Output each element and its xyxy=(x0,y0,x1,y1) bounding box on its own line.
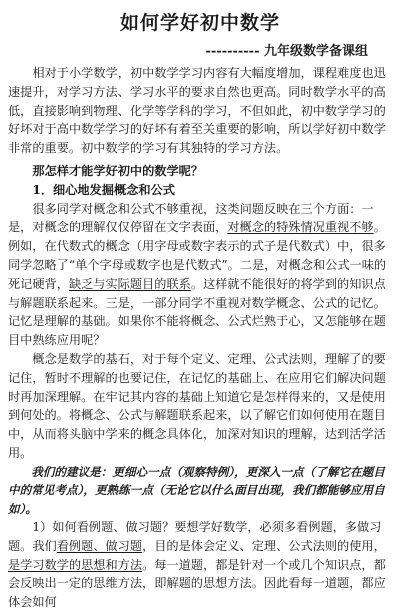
suggestion-paragraph: 我们的建议是：更细心一点（观察特例），更深入一点（了解它在题目中的常见考点），更熟练一点（无论它以什么面目出现，我们都能够应用自如）。 xyxy=(8,464,385,516)
text-span: 。这样就不能很好的将学到的知识点与解题联系起来。三是，一部分同学不重视对数学概念、公式的记忆。记忆是理解的基础。如果你不能将概念、公式烂熟于心，又怎能够在题目中熟练应用呢？ xyxy=(8,276,386,348)
concept-paragraph xyxy=(8,200,394,350)
underlined-text: 看例题、做习题 xyxy=(56,538,143,553)
memory-paragraph: 概念是数学的基石，对于每个定义、定理、公式法则，理解了的要记住，暂时不理解的也要记住，在记忆的基础上、在应用它们解决问题时再加深理解。在牢记其内容的基础上知道它是怎样得来的，又是使用到何处的。将概念、公式与解题联系起来，以了解它们如何使用在题目中，从而将头脑中学来的概念具体化，加深对知识的理解，达到活学活用。 xyxy=(8,351,386,460)
question-heading: 那怎样才能学好初中的数学呢？ xyxy=(32,163,204,178)
text-span: 很多同学对概念和公式不够重视，这类问题反映在三个方面：一是，对概念的理解仅仅停留在文字表面， xyxy=(8,201,374,235)
text-span: ，目的是体会定义、定理、公式法则的使用， xyxy=(142,538,386,553)
example-paragraph xyxy=(8,518,394,612)
page-title: 如何学好初中数学 xyxy=(119,12,280,34)
underlined-text: 是学习数学的思想和方法 xyxy=(8,557,143,572)
section-heading: 1．细心地发掘概念和公式 xyxy=(32,182,175,197)
underlined-text: 对概念的特殊情况重视不够 xyxy=(227,220,374,235)
text-span: 。例如，在代数式的概念（用字母或数字表示的式子是代数式）中，很多同学忽略了“单个字母或数字也是代数式”。二是，对概念和公式一味的死记硬背， xyxy=(8,220,387,291)
text-span: 。每一道题，都是针对一个或几个知识点，都会反映出一定的思维方法，即解题的思想方法。因此看每一道题，都应体会如何 xyxy=(8,557,386,610)
underlined-text: 缺乏与实际题目的联系 xyxy=(68,276,191,291)
intro-paragraph: 相对于小学数学，初中数学学习内容有大幅度增加，课程难度也迅速提升，对学习方法、学习水平的要求自然也更高。同时数学水平的高低，直接影响到物理、化学等学科的学习，不但如此，初中数学学习的好坏对于高中数学学习的好坏有着至关重要的影响，所以学好初中数学非常的重要。初中数学的学习有其独特的学习方法。 xyxy=(8,66,386,156)
page-subtitle: ---------- 九年级数学备课组 xyxy=(205,44,368,59)
text-span: 1）如何看例题、做习题？要想学好数学，必须多看例题，多做习题。我们 xyxy=(8,519,382,553)
document-body xyxy=(8,64,394,612)
